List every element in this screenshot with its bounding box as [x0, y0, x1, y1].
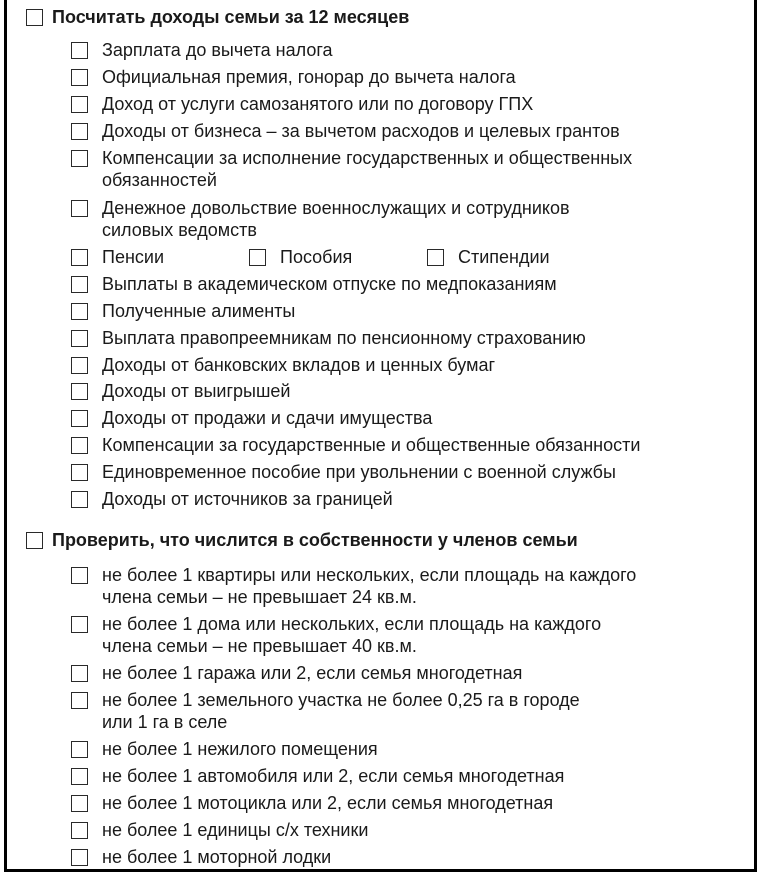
- checkbox-winnings[interactable]: [71, 383, 88, 400]
- item-selfemployed: Доход от услуги самозанятого или по договору ГПХ: [102, 94, 534, 114]
- item-car: не более 1 автомобиля или 2, если семья многодетная: [102, 766, 565, 786]
- item-property-sale: Доходы от продажи и сдачи имущества: [102, 408, 433, 428]
- item-military-pay-line1: Денежное довольствие военнослужащих и сотрудников: [102, 198, 570, 218]
- item-successors: Выплата правопреемникам по пенсионному страхованию: [102, 328, 586, 348]
- item-military-pay-line2: силовых ведомств: [102, 220, 257, 240]
- checkbox-agri-machinery[interactable]: [71, 822, 88, 839]
- item-alimony: Полученные алименты: [102, 301, 296, 321]
- checkbox-deposits[interactable]: [71, 357, 88, 374]
- checkbox-house[interactable]: [71, 616, 88, 633]
- checkbox-land[interactable]: [71, 692, 88, 709]
- item-discharge-benefit: Единовременное пособие при увольнении с военной службы: [102, 462, 616, 482]
- checkbox-salary[interactable]: [71, 42, 88, 59]
- item-compensation-state: Компенсации за государственные и общественные обязанности: [102, 435, 641, 455]
- item-winnings: Доходы от выигрышей: [102, 381, 291, 401]
- item-scholarships: Стипендии: [458, 247, 550, 267]
- item-foreign-income: Доходы от источников за границей: [102, 489, 393, 509]
- checkbox-motorboat[interactable]: [71, 849, 88, 866]
- item-deposits: Доходы от банковских вкладов и ценных бумаг: [102, 355, 496, 375]
- checkbox-benefits[interactable]: [249, 249, 266, 266]
- section2-checkbox[interactable]: [26, 532, 43, 549]
- item-salary: Зарплата до вычета налога: [102, 40, 333, 60]
- item-motorcycle: не более 1 мотоцикла или 2, если семья многодетная: [102, 793, 554, 813]
- section1-checkbox[interactable]: [26, 9, 43, 26]
- checkbox-car[interactable]: [71, 768, 88, 785]
- item-garage: не более 1 гаража или 2, если семья многодетная: [102, 663, 523, 683]
- checkbox-scholarships[interactable]: [427, 249, 444, 266]
- checkbox-alimony[interactable]: [71, 303, 88, 320]
- item-academic-leave: Выплаты в академическом отпуске по медпоказаниям: [102, 274, 557, 294]
- item-benefits: Пособия: [280, 247, 353, 267]
- item-apartment-line2: члена семьи – не превышает 24 кв.м.: [102, 587, 417, 607]
- section1-title: Посчитать доходы семьи за 12 месяцев: [52, 7, 410, 27]
- checkbox-nonresidential[interactable]: [71, 741, 88, 758]
- item-house-line1: не более 1 дома или нескольких, если площадь на каждого: [102, 614, 602, 634]
- item-pensions: Пенсии: [102, 247, 164, 267]
- checkbox-business[interactable]: [71, 123, 88, 140]
- checkbox-compensation-state[interactable]: [71, 437, 88, 454]
- item-land-line1: не более 1 земельного участка не более 0,25 га в городе: [102, 690, 580, 710]
- checkbox-pensions[interactable]: [71, 249, 88, 266]
- item-compensation-duties-line1: Компенсации за исполнение государственных и общественных: [102, 148, 633, 168]
- checkbox-garage[interactable]: [71, 665, 88, 682]
- checkbox-military-pay[interactable]: [71, 200, 88, 217]
- checkbox-motorcycle[interactable]: [71, 795, 88, 812]
- item-house-line2: члена семьи – не превышает 40 кв.м.: [102, 636, 417, 656]
- section2-title: Проверить, что числится в собственности у членов семьи: [52, 530, 578, 550]
- checkbox-successors[interactable]: [71, 330, 88, 347]
- item-agri-machinery: не более 1 единицы с/х техники: [102, 820, 369, 840]
- item-business: Доходы от бизнеса – за вычетом расходов и целевых грантов: [102, 121, 620, 141]
- item-nonresidential: не более 1 нежилого помещения: [102, 739, 378, 759]
- checkbox-discharge-benefit[interactable]: [71, 464, 88, 481]
- checkbox-bonus[interactable]: [71, 69, 88, 86]
- item-land-line2: или 1 га в селе: [102, 712, 228, 732]
- item-bonus: Официальная премия, гонорар до вычета налога: [102, 67, 516, 87]
- checkbox-academic-leave[interactable]: [71, 276, 88, 293]
- checkbox-foreign-income[interactable]: [71, 491, 88, 508]
- item-motorboat: не более 1 моторной лодки: [102, 847, 332, 867]
- checkbox-selfemployed[interactable]: [71, 96, 88, 113]
- checkbox-compensation-duties[interactable]: [71, 150, 88, 167]
- checkbox-apartment[interactable]: [71, 567, 88, 584]
- item-compensation-duties-line2: обязанностей: [102, 170, 217, 190]
- checkbox-property-sale[interactable]: [71, 410, 88, 427]
- item-apartment-line1: не более 1 квартиры или нескольких, если площадь на каждого: [102, 565, 637, 585]
